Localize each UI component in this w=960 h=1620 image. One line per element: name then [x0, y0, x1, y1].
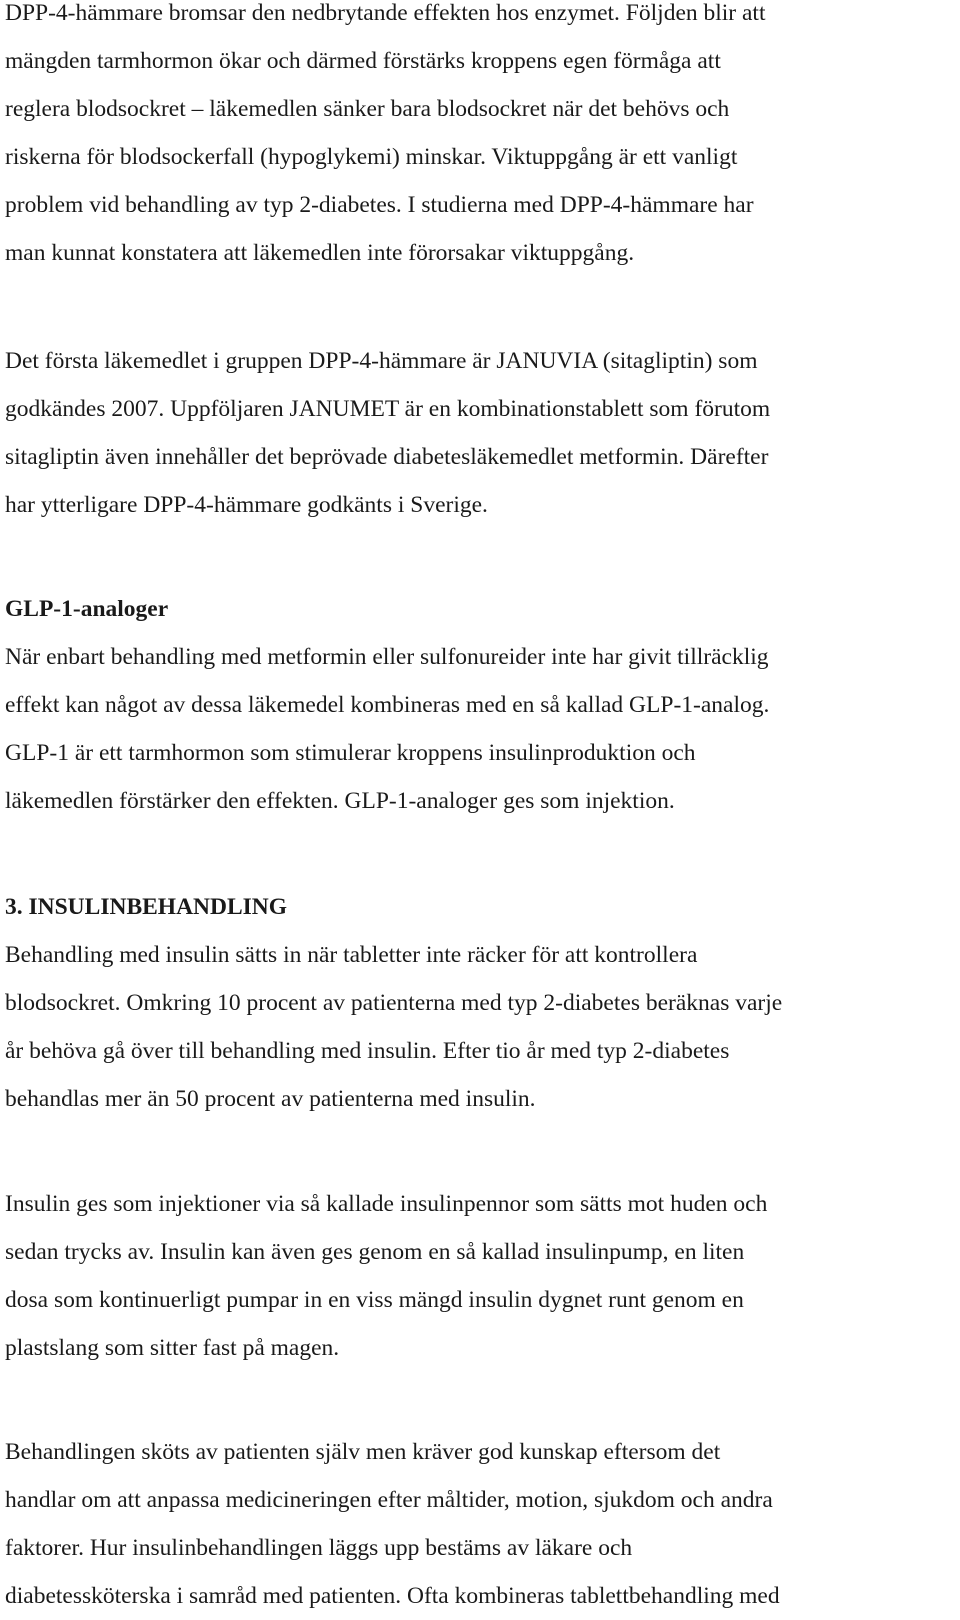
text-line: behandlas mer än 50 procent av patienterna med insulin.	[5, 1086, 536, 1112]
text-line: DPP-4-hämmare bromsar den nedbrytande effekten hos enzymet. Följden blir att	[5, 0, 766, 26]
text-line: dosa som kontinuerligt pumpar in en viss mängd insulin dygnet runt genom en	[5, 1287, 744, 1313]
text-line: handlar om att anpassa medicineringen efter måltider, motion, sjukdom och andra	[5, 1487, 773, 1513]
text-line: När enbart behandling med metformin eller sulfonureider inte har givit tillräcklig	[5, 644, 769, 670]
text-line: sedan trycks av. Insulin kan även ges genom en så kallad insulinpump, en liten	[5, 1239, 745, 1265]
section-insulin	[5, 883, 955, 1123]
paragraph-dpp4-mechanism	[5, 0, 955, 277]
text-line: faktorer. Hur insulinbehandlingen läggs upp bestäms av läkare och	[5, 1535, 633, 1561]
text-line: reglera blodsockret – läkemedlen sänker bara blodsockret när det behövs och	[5, 96, 730, 122]
text-line: läkemedlen förstärker den effekten. GLP-1-analoger ges som injektion.	[5, 788, 675, 814]
text-line: diabetessköterska i samråd med patienten. Ofta kombineras tablettbehandling med	[5, 1583, 780, 1609]
text-line: mängden tarmhormon ökar och därmed förstärks kroppens egen förmåga att	[5, 48, 721, 74]
text-line: har ytterligare DPP-4-hämmare godkänts i Sverige.	[5, 492, 488, 518]
paragraph-self-care	[5, 1428, 955, 1620]
text-line: godkändes 2007. Uppföljaren JANUMET är en kombinationstablett som förutom	[5, 396, 771, 422]
text-line: Behandling med insulin sätts in när tabletter inte räcker för att kontrollera	[5, 942, 698, 968]
paragraph-insulin-pens	[5, 1180, 955, 1372]
text-line: effekt kan något av dessa läkemedel kombineras med en så kallad GLP-1-analog.	[5, 692, 770, 718]
text-line: år behöva gå över till behandling med insulin. Efter tio år med typ 2-diabetes	[5, 1038, 730, 1064]
text-line: GLP-1 är ett tarmhormon som stimulerar kroppens insulinproduktion och	[5, 740, 696, 766]
section-heading-insulin: 3. INSULINBEHANDLING	[5, 894, 288, 920]
text-line: sitagliptin även innehåller det beprövade diabetesläkemedlet metformin. Därefter	[5, 444, 769, 470]
text-line: man kunnat konstatera att läkemedlen inte förorsakar viktuppgång.	[5, 240, 635, 266]
section-heading-glp1: GLP-1-analoger	[5, 596, 169, 622]
text-line: problem vid behandling av typ 2-diabetes. I studierna med DPP-4-hämmare har	[5, 192, 754, 218]
text-line: Behandlingen sköts av patienten själv men kräver god kunskap eftersom det	[5, 1439, 721, 1465]
text-line: Insulin ges som injektioner via så kallade insulinpennor som sätts mot huden och	[5, 1191, 768, 1217]
text-line: plastslang som sitter fast på magen.	[5, 1335, 340, 1361]
paragraph-januvia	[5, 337, 955, 529]
text-line: Det första läkemedlet i gruppen DPP-4-hämmare är JANUVIA (sitagliptin) som	[5, 348, 758, 374]
text-line: blodsockret. Omkring 10 procent av patienterna med typ 2-diabetes beräknas varje	[5, 990, 783, 1016]
section-glp1	[5, 585, 955, 825]
text-line: riskerna för blodsockerfall (hypoglykemi) minskar. Viktuppgång är ett vanligt	[5, 144, 738, 170]
